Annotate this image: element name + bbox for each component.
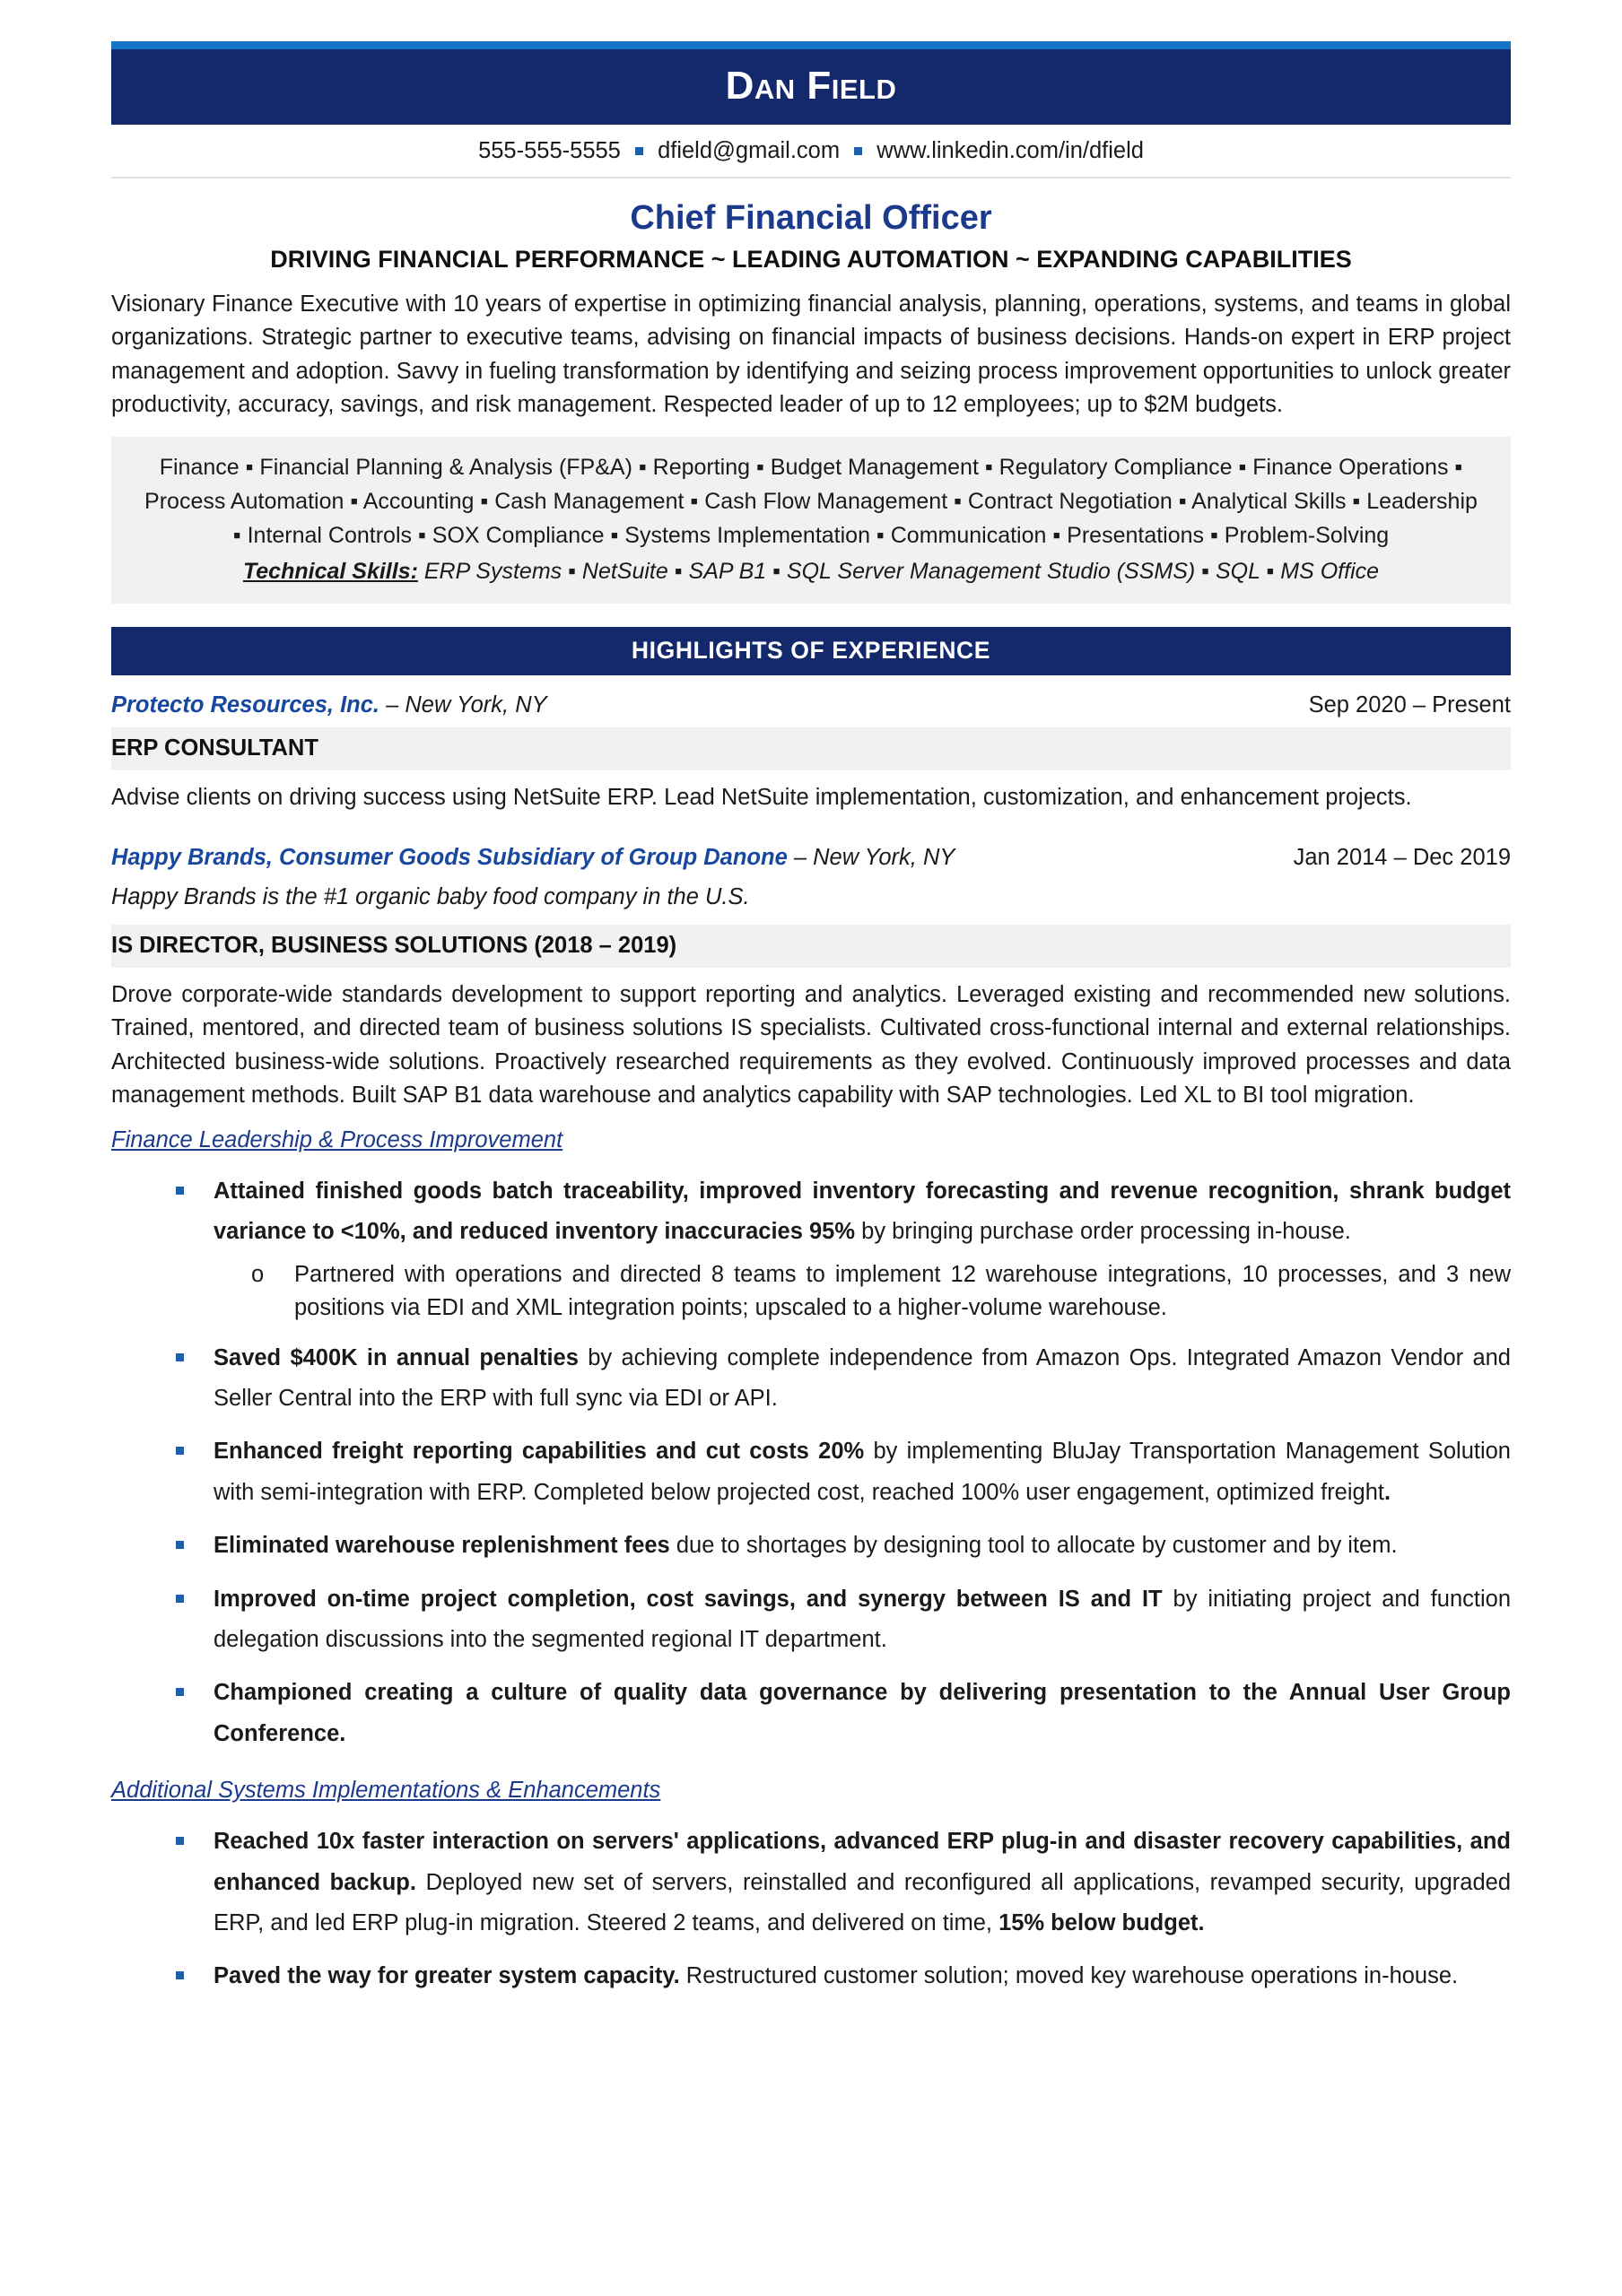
achievement-highlight: Enhanced freight reporting capabilities and cut costs 20%: [214, 1439, 865, 1465]
achievement-subitem: [214, 1258, 1511, 1326]
bullet-square-icon: [176, 1971, 184, 1979]
technical-skills-label: Technical Skills:: [242, 558, 418, 584]
achievement-highlight: Improved on-time project completion, cost savings, and synergy between IS and IT: [214, 1586, 1163, 1612]
candidate-name: Dan Field: [725, 64, 897, 108]
job-description: Drove corporate-wide standards development to support reporting and analytics. Leveraged existing and recommended new solutions. Trained, mentored, and directed team of business solutions IS specialists. Cultivated cross-functional internal and external relationships. Architected business-wide solutions. Proactively researched requirements as they evolved. Continuously improved processes and data management methods. Built SAP B1 data warehouse and analytics capability with SAP technologies. Led XL to BI tool migration.: [111, 981, 1511, 1109]
target-role-title: Chief Financial Officer: [630, 199, 992, 238]
achievement-detail: Deployed new set of servers, reinstalled and reconfigured all applications, revamped security, upgraded ERP, and led ERP plug-in migration. Steered 2 teams, and delivered on time,: [214, 1869, 1512, 1935]
bullet-circle-icon: o: [251, 1261, 265, 1287]
achievement-subitem-text: Partnered with operations and directed 8 teams to implement 12 warehouse integrations, 10 processes, and 3 new positions via EDI and XML integration points; upscaled to a higher-volume warehouse.: [294, 1261, 1511, 1321]
bullet-square-icon: [176, 1595, 184, 1603]
achievement-list: [111, 1171, 1511, 1754]
page-content: [111, 0, 1511, 1997]
core-competencies-box: [111, 437, 1511, 604]
achievement-highlight-tail: .: [1383, 1479, 1391, 1505]
bullet-square-icon: [176, 1837, 184, 1845]
bullet-square-icon: [176, 1541, 184, 1549]
professional-summary: Visionary Finance Executive with 10 years of expertise in optimizing financial analysis, planning, operations, systems, and teams in global organizations. Strategic partner to executive teams, advising on financial impacts of business decisions. Hands-on expert in ERP project management and adoption. Savvy in fueling transformation by identifying and seizing process improvement opportunities to unlock greater productivity, accuracy, savings, and risk management. Respected leader of up to 12 employees; up to $2M budgets.: [111, 291, 1511, 418]
achievement-highlight: Paved the way for greater system capacity.: [214, 1963, 680, 1989]
bullet-square-icon: [176, 1187, 184, 1195]
achievement-item: [111, 1171, 1511, 1326]
job-company-line: [111, 842, 955, 873]
job-title: ERP CONSULTANT: [111, 727, 1511, 770]
achievement-detail: by achieving complete independence from Amazon Ops. Integrated Amazon Vendor and Seller Central into the ERP with full sync via EDI or API.: [214, 1344, 1511, 1412]
linkedin-text: www.linkedin.com/in/dfield: [876, 138, 1144, 164]
job-company-name: Protecto Resources, Inc.: [111, 691, 380, 718]
separator-square-icon: [854, 147, 862, 155]
achievement-item: [111, 1431, 1511, 1513]
achievement-highlight: Eliminated warehouse replenishment fees: [214, 1533, 670, 1559]
bullet-square-icon: [176, 1447, 184, 1455]
job-header: [111, 686, 1511, 722]
job-location: – New York, NY: [386, 691, 547, 718]
achievement-detail: due to shortages by designing tool to allocate by customer and by item.: [669, 1533, 1398, 1559]
achievement-highlight: Saved $400K in annual penalties: [214, 1344, 579, 1370]
achievement-highlight: Reached 10x faster interaction on servers' applications, advanced ERP plug-in and disaster recovery capabilities, and enhanced backup.: [214, 1829, 1511, 1895]
separator-square-icon: [635, 147, 643, 155]
achievement-detail: Restructured customer solution; moved key warehouse operations in-house.: [679, 1963, 1459, 1989]
competencies-list: Finance ▪ Financial Planning & Analysis (FP&A) ▪ Reporting ▪ Budget Management ▪ Regulatory Compliance ▪ Finance Operations ▪ Process Automation ▪ Accounting ▪ Cash Management ▪ Cash Flow Management ▪ Contract Negotiation ▪ Analytical Skills ▪ Leadership ▪ Internal Controls ▪ SOX Compliance ▪ Systems Implementation ▪ Communication ▪ Presentations ▪ Problem-Solving: [144, 454, 1478, 548]
achievement-highlight: Attained finished goods batch traceability, improved inventory forecasting and revenue recognition, shrank budget variance to <10%, and reduced inventory inaccuracies 95%: [214, 1178, 1511, 1245]
job-company-name: Happy Brands, Consumer Goods Subsidiary of Group Danone: [111, 844, 788, 870]
achievement-item: [111, 1673, 1511, 1754]
spacer: [111, 819, 1511, 839]
achievement-highlight: Championed creating a culture of quality data governance by delivering presentation to the Annual User Group Conference.: [214, 1680, 1511, 1746]
achievement-sublist: [214, 1258, 1511, 1326]
achievement-item: [111, 1822, 1511, 1944]
section-header-experience: HIGHLIGHTS OF EXPERIENCE: [111, 627, 1511, 675]
achievement-detail: by initiating project and function delegation discussions into the segmented regional IT department.: [214, 1586, 1512, 1652]
job-header: [111, 839, 1511, 874]
technical-skills-line: [138, 554, 1484, 588]
job-dates: Sep 2020 – Present: [1308, 691, 1511, 718]
subsection-heading: Additional Systems Implementations & Enhancements: [111, 1778, 661, 1804]
achievement-item: [111, 1956, 1511, 1996]
achievement-list: [111, 1822, 1511, 1997]
job-dates: Jan 2014 – Dec 2019: [1293, 844, 1511, 870]
bullet-square-icon: [176, 1688, 184, 1696]
achievement-item: [111, 1579, 1511, 1661]
job-company-line: [111, 690, 547, 720]
achievement-highlight-tail: 15% below budget.: [998, 1909, 1205, 1935]
achievement-item: [111, 1338, 1511, 1420]
achievement-detail: by bringing purchase order processing in-house.: [855, 1219, 1351, 1245]
achievement-detail: by implementing BluJay Transportation Management Solution with semi-integration with ERP. Completed below projected cost, reached 100% user engagement, optimized freight: [214, 1439, 1511, 1505]
achievement-item: [111, 1526, 1511, 1566]
job-title: IS DIRECTOR, BUSINESS SOLUTIONS (2018 – 2019): [111, 925, 1511, 968]
name-banner: [111, 41, 1511, 125]
subsection-heading: Finance Leadership & Process Improvement: [111, 1126, 563, 1152]
job-location: – New York, NY: [793, 844, 955, 870]
phone-text: 555-555-5555: [478, 138, 621, 164]
job-description: Advise clients on driving success using NetSuite ERP. Lead NetSuite implementation, customization, and enhancement projects.: [111, 785, 1412, 811]
company-note: Happy Brands is the #1 organic baby food company in the U.S.: [111, 884, 750, 910]
tagline: DRIVING FINANCIAL PERFORMANCE ~ LEADING AUTOMATION ~ EXPANDING CAPABILITIES: [270, 245, 1352, 273]
bullet-square-icon: [176, 1353, 184, 1361]
technical-skills-items: ERP Systems ▪ NetSuite ▪ SAP B1 ▪ SQL Server Management Studio (SSMS) ▪ SQL ▪ MS Office: [423, 558, 1380, 584]
email-text: dfield@gmail.com: [658, 138, 841, 164]
contact-line: [111, 125, 1511, 178]
